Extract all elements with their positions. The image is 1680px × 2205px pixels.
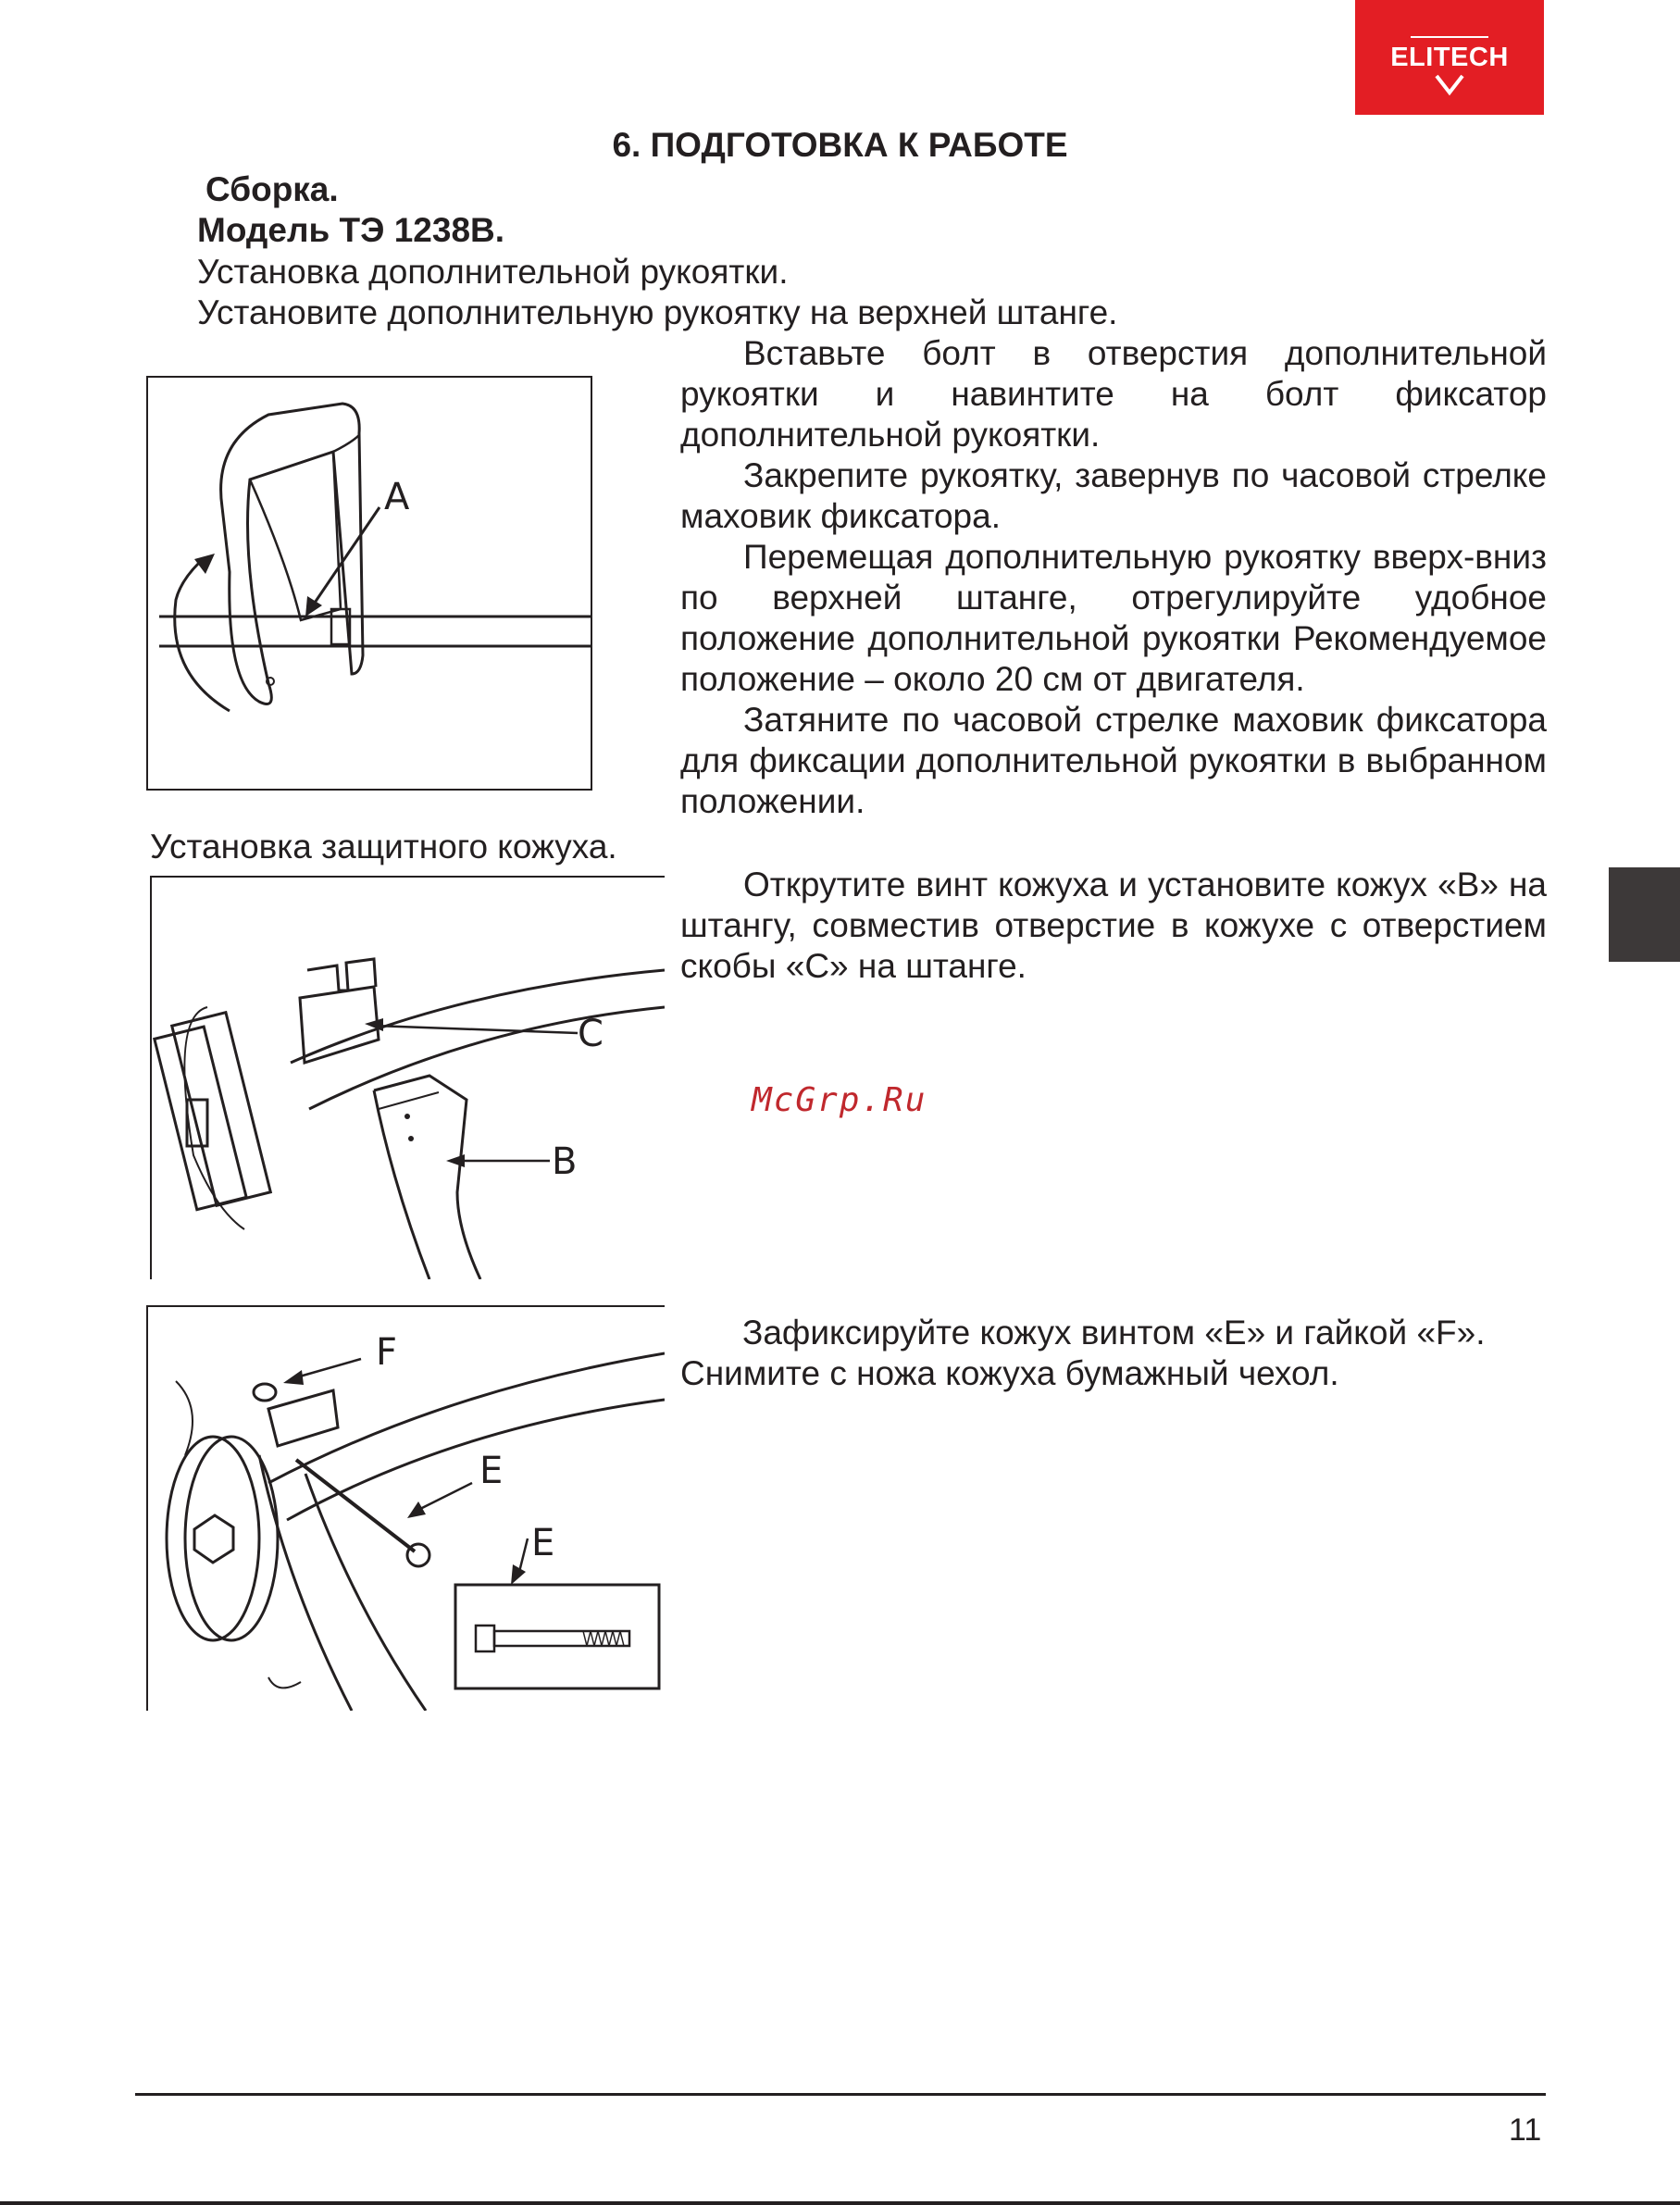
guard-label-b: B	[552, 1140, 578, 1183]
intro-line-2: Установите дополнительную рукоятку на верхней штанге.	[197, 293, 1118, 331]
fix-paragraph-line-2: Снимите с ножа кожуха бумажный чехол.	[680, 1354, 1339, 1392]
handle-illustration	[148, 378, 591, 789]
fix-label-e-detail: E	[531, 1522, 555, 1564]
guard-label-c: C	[578, 1013, 604, 1055]
bottom-edge-line	[0, 2201, 1680, 2205]
guard-instructions	[680, 865, 1547, 987]
brand-name: ELITECH	[1390, 43, 1509, 72]
handle-figure	[146, 376, 592, 791]
handle-paragraph-4: Затяните по часовой стрелке маховик фиксатора для фиксации дополнительной рукоятки в выбранном положении.	[680, 701, 1547, 820]
section-title: 6. ПОДГОТОВКА К РАБОТЕ	[612, 126, 1068, 164]
watermark: McGrp.Ru	[752, 1081, 927, 1119]
page-number: 11	[1509, 2112, 1542, 2148]
section-side-tab	[1609, 867, 1680, 962]
handle-paragraph-1: Вставьте болт в отверстия дополнительной рукоятки и навинтите на болт фиксатор дополнительной рукоятки.	[680, 334, 1547, 454]
fix-label-f: F	[376, 1331, 398, 1374]
handle-instructions	[680, 333, 1547, 822]
guard-figure	[150, 876, 665, 1279]
brand-logo	[1355, 0, 1544, 115]
fix-label-e: E	[479, 1450, 504, 1492]
intro-line-1: Установка дополнительной рукоятки.	[197, 253, 789, 291]
guard-illustration	[152, 878, 665, 1279]
fix-figure	[146, 1305, 665, 1711]
handle-paragraph-3: Перемещая дополнительную рукоятку вверх-вниз по верхней штанге, отрегулируйте удобное положение дополнительной рукоятки Рекомендуемое положение – около 20 см от двигателя.	[680, 538, 1547, 698]
fix-illustration	[148, 1307, 665, 1711]
handle-paragraph-2: Закрепите рукоятку, завернув по часовой стрелке маховик фиксатора.	[680, 456, 1547, 535]
logo-chevron-icon	[1355, 0, 1544, 115]
model-heading: Модель ТЭ 1238В.	[197, 211, 505, 249]
guard-heading: Установка защитного кожуха.	[150, 828, 617, 866]
guard-paragraph: Открутите винт кожуха и установите кожух «В» на штангу, совместив отверстие в кожухе с отверстием скобы «С» на штанге.	[680, 866, 1547, 985]
assembly-heading: Сборка.	[205, 170, 339, 208]
fix-paragraph-line-1: Зафиксируйте кожух винтом «Е» и гайкой «F».	[742, 1314, 1486, 1352]
handle-label-a: A	[384, 476, 410, 518]
footer-divider	[135, 2093, 1546, 2096]
